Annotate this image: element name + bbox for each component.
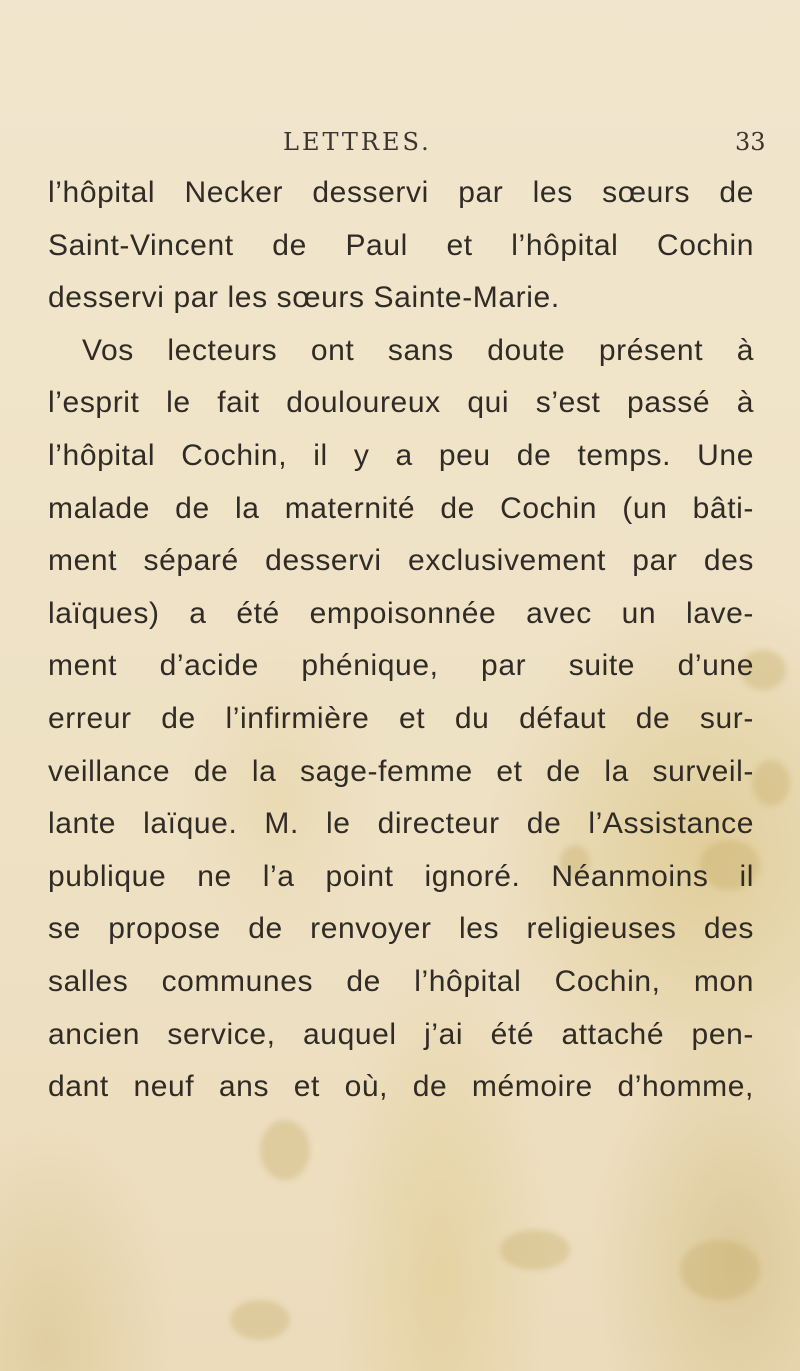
text-line: ment séparé desservi exclusivement par des [48,544,754,578]
foxing-stain [230,1300,290,1340]
text-line: lante laïque. M. le directeur de l’Assistance [48,807,754,841]
text-line: publique ne l’a point ignoré. Néanmoins il [48,859,754,893]
text-line: se propose de renvoyer les religieuses des [48,912,754,946]
text-line: laïques) a été empoisonnée avec un lave- [48,596,754,630]
text-line: desservi par les sœurs Sainte-Marie. [48,281,560,315]
foxing-stain [680,1240,760,1300]
text-line: dant neuf ans et où, de mémoire d’homme, [48,1070,754,1104]
text-line: Vos lecteurs ont sans doute présent à [82,333,754,367]
text-line: veillance de la sage-femme et de la surveil- [48,754,754,788]
body-text [48,167,754,1114]
text-line: erreur de l’infirmière et du défaut de sur- [48,701,754,735]
text-line: l’hôpital Necker desservi par les sœurs de [48,176,754,209]
text-line: salles communes de l’hôpital Cochin, mon [48,964,754,998]
text-line: malade de la maternité de Cochin (un bâti- [48,491,754,525]
foxing-stain [752,760,790,806]
text-line: l’hôpital Cochin, il y a peu de temps. Une [48,438,754,472]
text-line: ment d’acide phénique, par suite d’une [48,649,754,683]
text-line: l’esprit le fait douloureux qui s’est passé à [48,386,754,420]
text-line: Saint-Vincent de Paul et l’hôpital Cochin [48,228,754,262]
foxing-stain [500,1230,570,1270]
text-line: ancien service, auquel j’ai été attaché pen- [48,1017,754,1051]
running-head [0,128,800,162]
page-number: 33 [735,128,766,156]
running-title: LETTRES. [283,128,432,156]
foxing-stain [260,1120,310,1180]
